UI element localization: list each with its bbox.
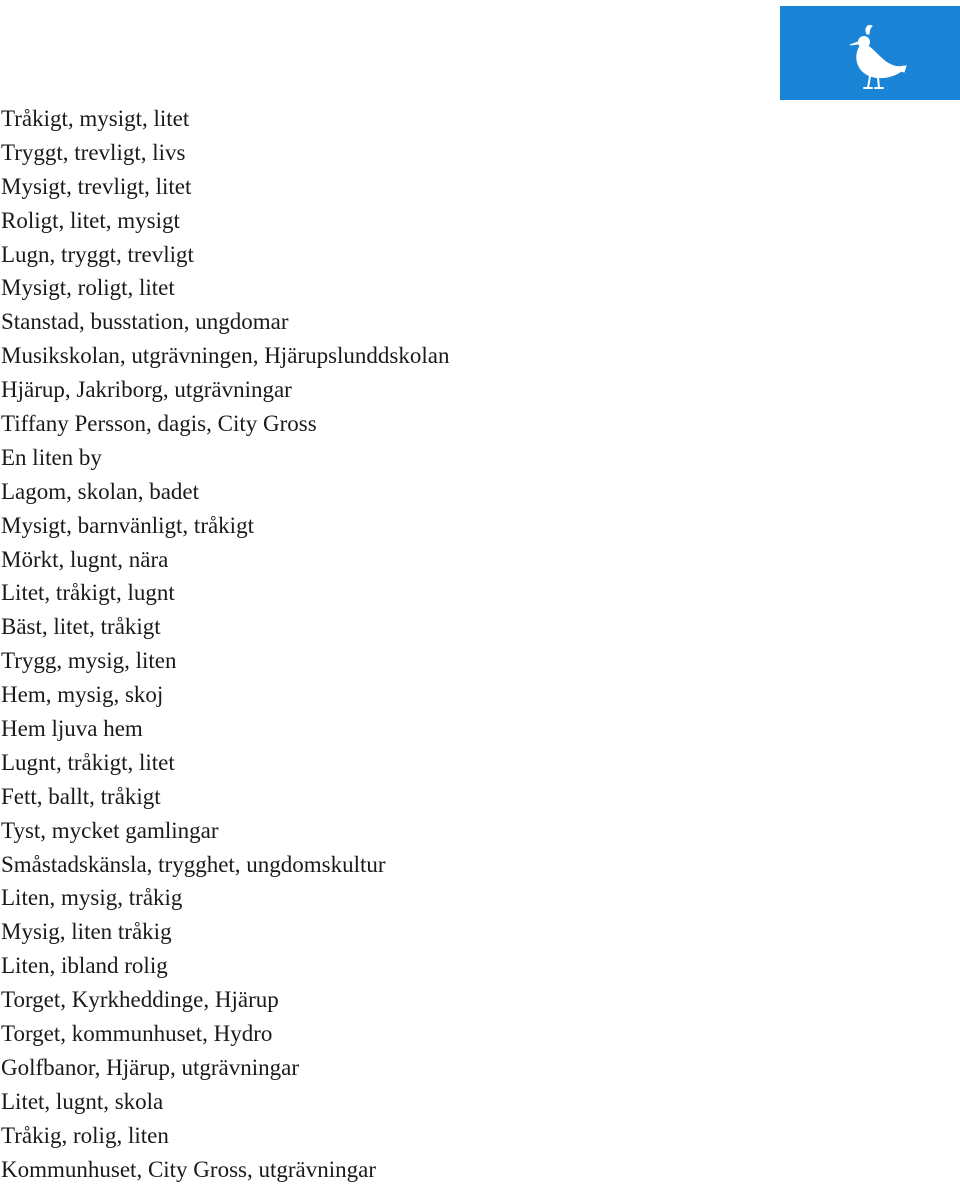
list-item: Tryggt, trevligt, livs	[1, 139, 186, 165]
lapwing-bird-icon	[780, 6, 960, 100]
list-item: Hem ljuva hem	[1, 716, 143, 742]
list-item: Mysigt, trevligt, litet	[1, 173, 192, 199]
list-item: Tiffany Persson, dagis, City Gross	[1, 411, 317, 437]
list-item: Golfbanor, Hjärup, utgrävningar	[1, 1054, 299, 1080]
list-item: Tråkigt, mysigt, litet	[1, 106, 190, 131]
word-list	[1, 102, 449, 1187]
list-item: Lagom, skolan, badet	[1, 478, 200, 504]
list-item: Småstadskänsla, trygghet, ungdomskultur	[1, 851, 386, 877]
list-item: Hem, mysig, skoj	[1, 682, 164, 708]
list-item: Stanstad, busstation, ungdomar	[1, 309, 289, 335]
list-item: Tråkig, rolig, liten	[1, 1122, 169, 1148]
list-item: Liten, ibland rolig	[1, 953, 168, 979]
list-item: Kommunhuset, City Gross, utgrävningar	[1, 1156, 376, 1182]
list-item: Tyst, mycket gamlingar	[1, 817, 219, 843]
list-item: Mysigt, barnvänligt, tråkigt	[1, 512, 254, 538]
list-item: Bäst, litet, tråkigt	[1, 614, 161, 640]
list-item: Litet, tråkigt, lugnt	[1, 580, 175, 606]
list-item: Litet, lugnt, skola	[1, 1088, 164, 1114]
list-item: Mysig, liten tråkig	[1, 919, 172, 945]
list-item: Lugnt, tråkigt, litet	[1, 749, 175, 775]
list-item: Torget, Kyrkheddinge, Hjärup	[1, 987, 279, 1013]
list-item: Torget, kommunhuset, Hydro	[1, 1021, 273, 1047]
list-item: Liten, mysig, tråkig	[1, 885, 183, 911]
list-item: Trygg, mysig, liten	[1, 648, 177, 674]
list-item: Roligt, litet, mysigt	[1, 207, 180, 233]
list-item: Fett, ballt, tråkigt	[1, 783, 161, 809]
list-item: Mörkt, lugnt, nära	[1, 546, 169, 572]
list-item: Musikskolan, utgrävningen, Hjärupslunddskolan	[1, 343, 450, 369]
logo	[780, 6, 960, 100]
list-item: Mysigt, roligt, litet	[1, 275, 175, 301]
list-item: Hjärup, Jakriborg, utgrävningar	[1, 377, 292, 403]
list-item: En liten by	[1, 444, 102, 470]
list-item: Lugn, tryggt, trevligt	[1, 241, 194, 267]
